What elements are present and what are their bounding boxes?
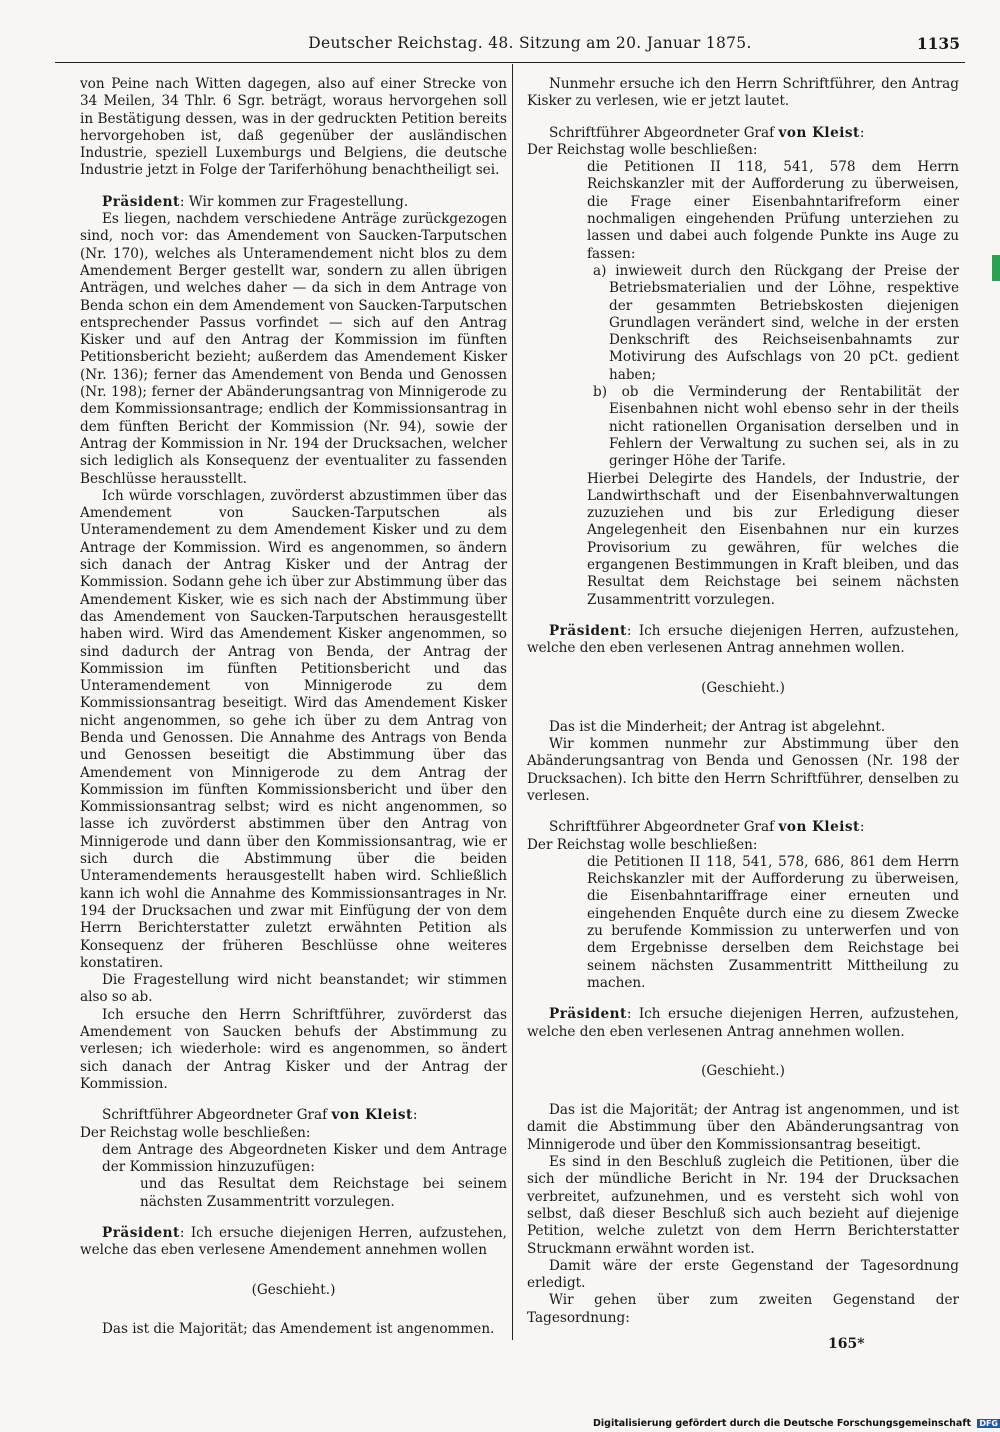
motion-text: Hierbei Delegirte des Handels, der Industrie, der Landwirthschaft und der Eisenbahnverwaltungen zuzuziehen und bis zur Erledigung dieser Angelegenheit den Eisenbahnen nur ein kurzes Provisorium zu gewähren, für welches die ergangenen Bestimmungen in Kraft bleiben, und das Resultat dem Reichstage bei seinem nächsten Zusammentritt vorzulegen.	[587, 470, 959, 608]
speaker-label: Präsident	[549, 622, 627, 639]
signature-mark: 165*	[828, 1336, 865, 1352]
header-rule	[55, 62, 965, 63]
paragraph: Damit wäre der erste Gegenstand der Tagesordnung erledigt.	[527, 1257, 959, 1292]
paragraph: Es liegen, nachdem verschiedene Anträge zurückgezogen sind, noch vor: das Amendement von Saucken-Tarputschen (Nr. 170), welches als Unteramendement nicht blos zu dem Amendement Berger gestellt war, sondern zu allen übrigen Anträgen, und welches daher — da sich in dem Antrage von Benda schon ein dem Amendement von Saucken-Tarputschen entsprechender Passus vorfindet — sich auf den Antrag Kisker und auf den Antrag der Kommission im fünften Petitionsbericht bezieht; außerdem das Amendement Kisker (Nr. 136); ferner das Amendement von Benda und Genossen (Nr. 198); ferner der Abänderungsantrag von Minnigerode zu dem Kommissionsantrage; endlich der Kommissionsantrag in dem fünften Bericht der Kommission (Nr. 94), sowie der Antrag der Kommission in Nr. 194 der Drucksachen, welcher sich lediglich als Konsequenz der eventualiter zu fassenden Beschlüsse herausstellt.	[80, 211, 507, 487]
motion-text: die Petitionen II 118, 541, 578, 686, 861 dem Herrn Reichskanzler mit der Aufforderung zu überweisen, die Eisenbahntariffrage einer erneuten und eingehenden Enquête durch eine zu diesem Zwecke zu berufende Kommission zu unterwerfen und von dem Ergebnisse derselben dem Reichstage bei seinem nächsten Zusammentritt Mittheilung zu machen.	[587, 853, 959, 991]
stage-direction: (Geschieht.)	[701, 679, 785, 696]
paragraph: Präsident: Ich ersuche diejenigen Herren, aufzustehen, welche den eben verlesenen Antrag annehmen wollen.	[527, 622, 959, 657]
paragraph: von Peine nach Witten dagegen, also auf einer Strecke von 34 Meilen, 34 Thlr. 6 Sgr. beträgt, woraus hervorgehen soll in Bestätigung dessen, was in der gedruckten Petition bereits hervorgehoben ist, daß gegenüber der ausländischen Industrie, speziell Luxemburgs und Belgiens, die deutsche Industrie jetzt in Folge der Tariferhöhung benachtheiligt sei.	[80, 76, 507, 179]
motion-intro: Der Reichstag wolle beschließen:	[80, 1124, 311, 1141]
stage-direction: (Geschieht.)	[251, 1281, 336, 1298]
motion-text: dem Antrage des Abgeordneten Kisker und dem Antrage der Kommission hinzuzufügen:	[102, 1141, 507, 1176]
paragraph: Ich würde vorschlagen, zuvörderst abzustimmen über das Amendement von Saucken-Tarputschen als Unteramendement zu dem Amendement Kisker und zu dem Antrage der Kommission. Wird es angenommen, so ändern sich danach der Antrag Kisker und der Antrag der Kommission. Sodann gehe ich über zur Abstimmung über das Amendement Kisker, wie es sich nach der Abstimmung über das Amendement von Saucken-Tarputschen herausgestellt haben wird. Wird das Amendement Kisker angenommen, so sind dadurch der Antrag von Benda, der Antrag der Kommission im fünften Petitionsbericht und das Unteramendement von Minnigerode zu dem Kommissionsantrag beseitigt. Wird das Amendement Kisker nicht angenommen, so gehe ich über zu dem Antrag von Benda und Genossen. Die Annahme des Antrags von Benda und Genossen beseitigt die Abstimmung über das Amendement von Minnigerode zu dem Antrag der Kommission im fünften Kommissionsbericht und über den Kommissionsantrag selbst; wird es nicht angenommen, so lasse ich zuvörderst abstimmen über den Antrag von Minnigerode und dann über den Kommissionsantrag, wie er sich durch die Abstimmung über die beiden Unteramendements herausgestellt haben wird. Schließlich kann ich wohl die Annahme des Kommissionsantrages in Nr. 194 der Drucksachen und zwar mit Einfügung der von dem Herrn Berichterstatter zuletzt erwähnten Petition als Konsequenz der früheren Beschlüsse ohne weiteres konstatiren.	[80, 487, 507, 971]
motion-text: die Petitionen II 118, 541, 578 dem Herrn Reichskanzler mit der Aufforderung zu überweisen, die Frage einer Eisenbahntarifreform einer nochmaligen eingehenden Prüfung unterziehen zu lassen und dabei auch folgende Punkte ins Auge zu fassen:	[587, 159, 959, 262]
paragraph: Nunmehr ersuche ich den Herrn Schriftführer, den Antrag Kisker zu verlesen, wie er jetzt lautet.	[527, 76, 959, 110]
secretary-line: Schriftführer Abgeordneter Graf von Kleist:	[549, 819, 865, 836]
paragraph: Präsident: Ich ersuche diejenigen Herren, aufzustehen, welche das eben verlesene Amendement annehmen wollen	[80, 1225, 507, 1259]
running-title: Deutscher Reichstag. 48. Sitzung am 20. Januar 1875.	[308, 34, 752, 52]
paragraph: Das ist die Majorität; der Antrag ist angenommen, und ist damit die Abstimmung über den Abänderungsantrag von Minnigerode und über den Kommissionsantrag beseitigt.	[527, 1102, 959, 1153]
left-column	[80, 76, 507, 1338]
right-column	[527, 76, 959, 1327]
speaker-label: Präsident	[102, 1225, 180, 1241]
speaker-label: Präsident	[549, 1006, 627, 1023]
scan-edge-marker	[992, 255, 1000, 281]
page-number: 1135	[916, 34, 960, 53]
dfg-logo: DFG	[979, 1419, 998, 1428]
secretary-line: Schriftführer Abgeordneter Graf von Kleist:	[549, 124, 865, 141]
motion-item: b) ob die Verminderung der Rentabilität der Eisenbahnen nicht wohl ebenso sehr in der theils nicht rationellen Organisation derselben und in Fehlern der Verwaltung zu suchen sei, als in zu geringer Höhe der Tarife.	[593, 384, 960, 470]
paragraph: Die Fragestellung wird nicht beanstandet; wir stimmen also so ab.	[80, 972, 507, 1006]
paragraph: Präsident: Ich ersuche diejenigen Herren, aufzustehen, welche den eben verlesenen Antrag annehmen wollen.	[527, 1006, 959, 1040]
speaker-label: Präsident	[102, 193, 180, 210]
motion-intro: Der Reichstag wolle beschließen:	[527, 836, 758, 853]
motion-text: und das Resultat dem Reichstage bei seinem nächsten Zusammentritt vorzulegen.	[140, 1176, 507, 1210]
paragraph: Ich ersuche den Herrn Schriftführer, zuvörderst das Amendement von Saucken behufs der Abstimmung zu verlesen; ich wiederhole: wird es angenommen, so ändert sich danach der Antrag Kisker und der Antrag der Kommission.	[80, 1006, 507, 1092]
column-divider	[512, 64, 513, 1340]
page-header	[60, 34, 960, 60]
motion-intro: Der Reichstag wolle beschließen:	[527, 141, 758, 158]
secretary-line: Schriftführer Abgeordneter Graf von Kleist:	[102, 1107, 418, 1124]
paragraph: Wir gehen über zum zweiten Gegenstand der Tagesordnung:	[527, 1292, 959, 1326]
paragraph: Das ist die Majorität; das Amendement ist angenommen.	[102, 1320, 495, 1337]
footer-credit: Digitalisierung gefördert durch die Deutsche Forschungsgemeinschaft DFG	[593, 1418, 998, 1429]
paragraph: Wir kommen nunmehr zur Abstimmung über den Abänderungsantrag von Benda und Genossen (Nr. 198 der Drucksachen). Ich bitte den Herrn Schriftführer, denselben zu verlesen.	[527, 736, 959, 804]
motion-item: a) inwieweit durch den Rückgang der Preise der Betriebsmaterialien und der Löhne, respektive der gesammten Betriebskosten diejenigen Grundlagen verändert sind, welche in der ersten Denkschrift des Reichseisenbahnamts zur Motivirung des Aufschlags von 20 pCt. gedient haben;	[593, 262, 959, 383]
paragraph: Präsident: Wir kommen zur Fragestellung.	[102, 193, 409, 210]
paragraph: Das ist die Minderheit; der Antrag ist abgelehnt.	[549, 718, 886, 735]
stage-direction: (Geschieht.)	[701, 1062, 785, 1079]
paragraph: Es sind in den Beschluß zugleich die Petitionen, über die sich der mündliche Bericht in Nr. 194 der Drucksachen verbreitet, aufzunehmen, und es versteht sich wohl von selbst, daß dieser Beschluß sich auch bezieht auf diejenige Petition, welche zuletzt von dem Herrn Berichterstatter Struckmann erwähnt worden ist.	[527, 1154, 959, 1257]
